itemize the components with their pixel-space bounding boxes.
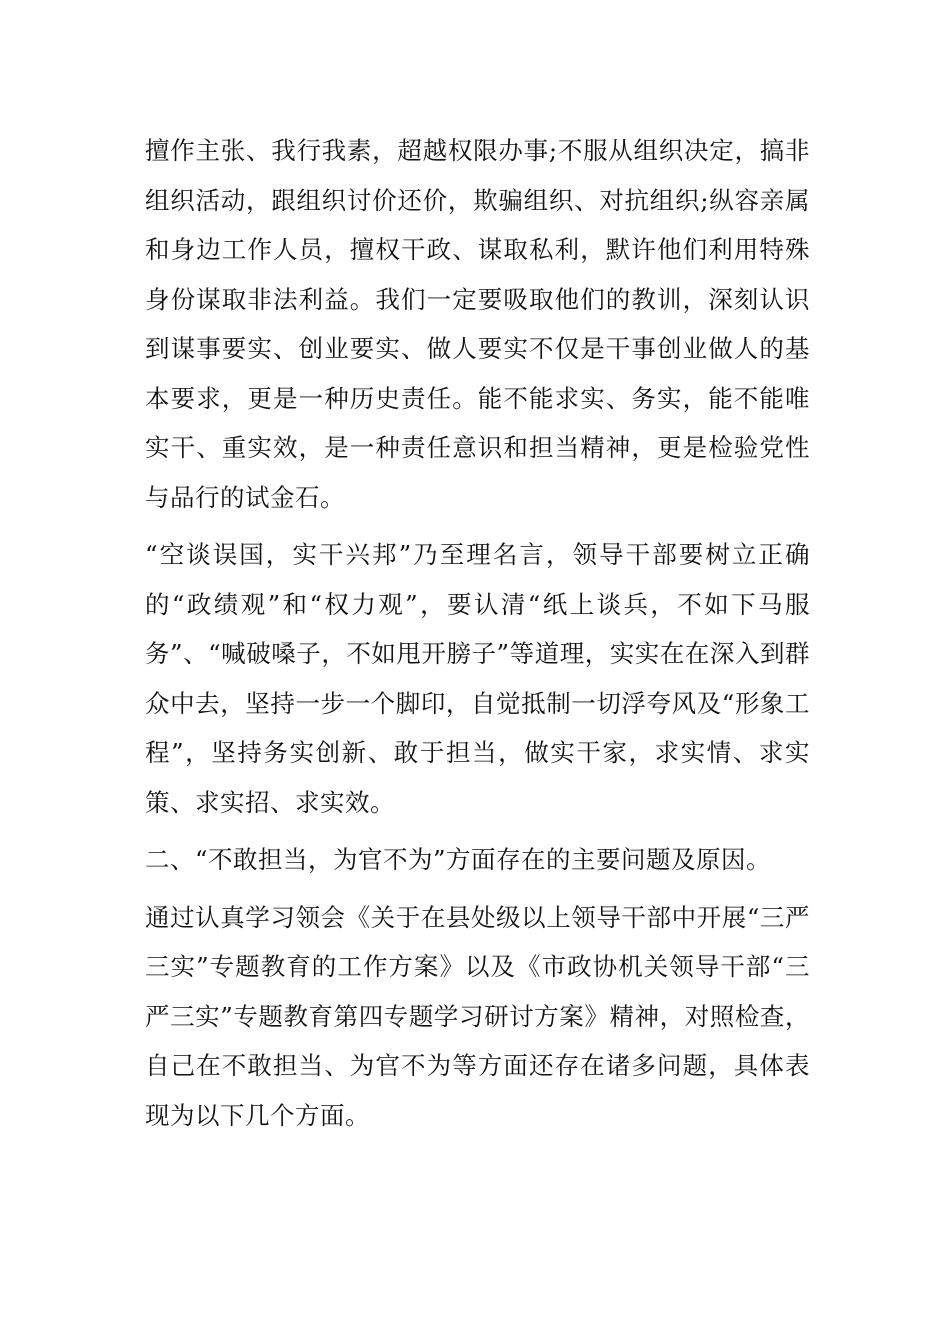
paragraph-2: “空谈误国，实干兴邦”乃至理名言，领导干部要树立正确的“政绩观”和“权力观”，要认清“纸上谈兵，不如下马服务”、“喊破嗓子，不如甩开膀子”等道理，实实在在深入到群众中去，坚持一步一个脚印，自觉抵制一切浮夸风及“形象工程”，坚持务实创新、敢于担当，做实干家，求实情、求实策、求实招、求实效。 bbox=[145, 540, 810, 817]
paragraph-3: 通过认真学习领会《关于在县处级以上领导干部中开展“三严三实”专题教育的工作方案》以及《市政协机关领导干部“三严三实”专题教育第四专题学习研讨方案》精神，对照检查，自己在不敢担当、为官不为等方面还存在诸多问题，具体表现为以下几个方面。 bbox=[145, 902, 810, 1130]
document-body bbox=[145, 126, 810, 1140]
paragraph-1: 擅作主张、我行我素，超越权限办事;不服从组织决定，搞非组织活动，跟组织讨价还价，欺骗组织、对抗组织;纵容亲属和身边工作人员，擅权干政、谋取私利，默许他们利用特殊身份谋取非法利益。我们一定要吸取他们的教训，深刻认识到谋事要实、创业要实、做人要实不仅是干事创业做人的基本要求，更是一种历史责任。能不能求实、务实，能不能唯实干、重实效，是一种责任意识和担当精神，更是检验党性与品行的试金石。 bbox=[145, 136, 810, 512]
section-heading: 二、“不敢担当，为官不为”方面存在的主要问题及原因。 bbox=[145, 845, 772, 874]
